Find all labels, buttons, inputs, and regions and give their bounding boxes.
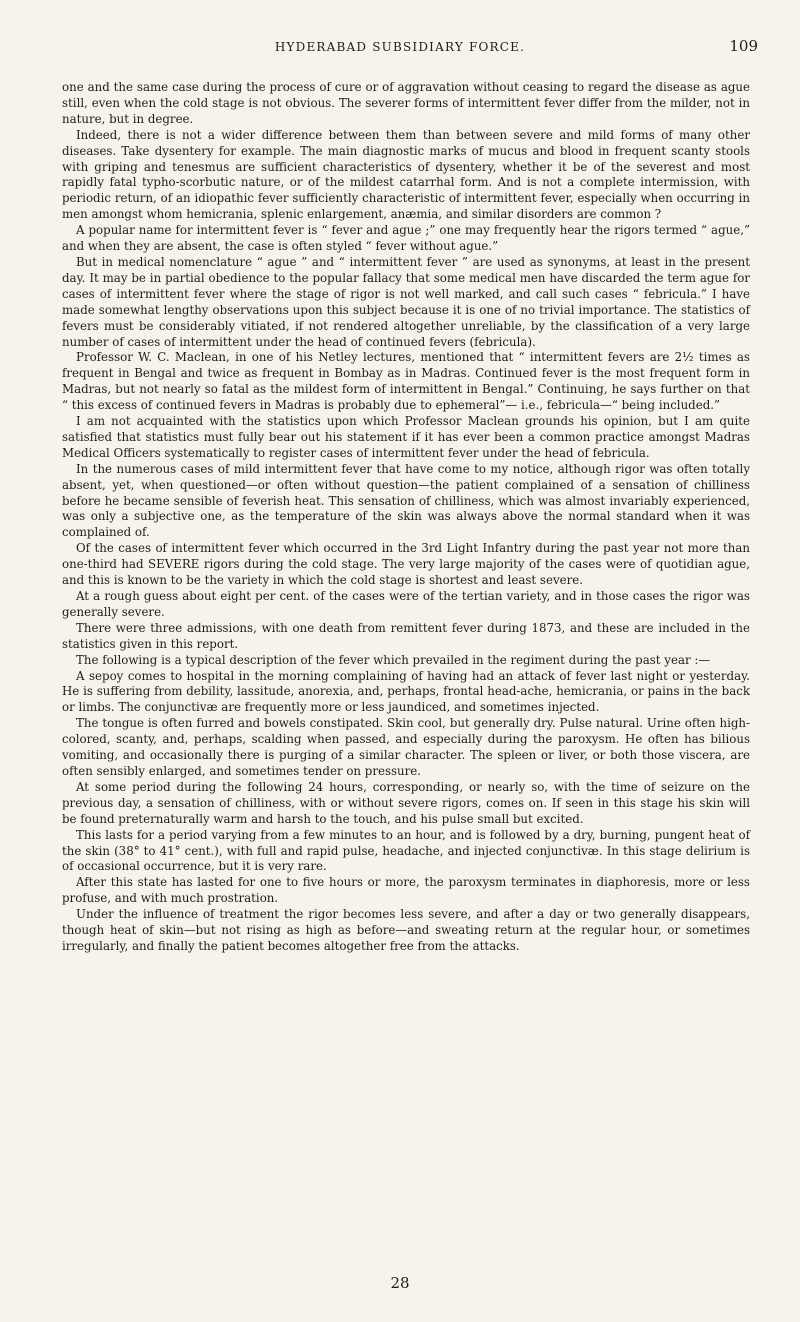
paragraph: Professor W. C. Maclean, in one of his Netley lectures, mentioned that “ intermittent fevers are 2½ times as frequent in Bengal and twice as frequent in Bombay as in Madras. Continued fever is the most frequent form in Madras, but not nearly so fatal as the mildest form of intermittent in Bengal.” Continuing, he says further on that “ this excess of continued fevers in Madras is probably due to ephemeral”— i.e., febricula—“ being included.” bbox=[62, 350, 750, 413]
paragraph: Of the cases of intermittent fever which occurred in the 3rd Light Infantry during the past year not more than one-third had SEVERE rigors during the cold stage. The very large majority of the cases were of quotidian ague, and this is known to be the variety in which the cold stage is shortest and least severe. bbox=[62, 541, 750, 588]
paragraph: The following is a typical description of the fever which prevailed in the regiment during the past year :— bbox=[76, 652, 711, 667]
paragraph: Under the influence of treatment the rigor becomes less severe, and after a day or two generally disappears, though heat of skin—but not rising as high as before—and sweating return at the regular hour, or sometimes irregularly, and finally the patient becomes altogether free from the attacks. bbox=[62, 907, 750, 953]
paragraph: Indeed, there is not a wider difference between them than between severe and mild forms of many other diseases. Take dysentery for example. The main diagnostic marks of mucus and blood in frequent scanty stools with griping and tenesmus are sufficient characteristics of dysentery, whether it be of the severest and most rapidly fatal typho-scorbutic nature, or of the mildest catarrhal form. And is not a complete intermission, with periodic return, of an idiopathic fever sufficiently characteristic of intermittent fever, especially when occurring in men amongst whom hemicrania, splenic enlargement, anæmia, and similar disorders are common ? bbox=[62, 127, 750, 222]
paragraph: At a rough guess about eight per cent. of the cases were of the tertian variety, and in those cases the rigor was generally severe. bbox=[62, 589, 750, 619]
paragraph: After this state has lasted for one to five hours or more, the paroxysm terminates in diaphoresis, more or less profuse, and with much prostration. bbox=[62, 875, 750, 906]
paragraph: A popular name for intermittent fever is “ fever and ague ;” one may frequently hear the rigors termed “ ague,” and when they are absent, the case is often styled “ fever without ague.” bbox=[62, 223, 750, 254]
page-number: 109 bbox=[729, 37, 758, 55]
signature-mark: 28 bbox=[390, 1274, 410, 1292]
page-header bbox=[40, 37, 760, 60]
paragraph: At some period during the following 24 hours, corresponding, or nearly so, with the time of seizure on the previous day, a sensation of chilliness, with or without severe rigors, comes on. If seen in this stage his skin will be found preternaturally warm and harsh to the touch, and his pulse small but excited. bbox=[62, 779, 750, 826]
paragraph: one and the same case during the process of cure or of aggravation without ceasing to regard the disease as ague still, even when the cold stage is not obvious. The severer forms of intermittent fever differ from the milder, not in nature, but in degree. bbox=[62, 80, 750, 126]
paragraph: I am not acquainted with the statistics upon which Professor Maclean grounds his opinion, but I am quite satisfied that statistics must fully bear out his statement if it has ever been a common practice amongst Madras Medical Officers systematically to register cases of intermittent fever under the head of febricula. bbox=[62, 414, 750, 460]
paragraph: This lasts for a period varying from a few minutes to an hour, and is followed by a dry, burning, pungent heat of the skin (38° to 41° cent.), with full and rapid pulse, headache, and injected conjunctivæ. In this stage delirium is of occasional occurrence, but it is very rare. bbox=[62, 827, 750, 874]
paragraph: In the numerous cases of mild intermittent fever that have come to my notice, although rigor was often totally absent, yet, when questioned—or often without question—the patient complained of a sensation of chilliness before he became sensible of feverish heat. This sensation of chilliness, which was almost invariably experienced, was only a subjective one, as the temperature of the skin was always above the normal standard when it was complained of. bbox=[62, 461, 750, 540]
running-title: HYDERABAD SUBSIDIARY FORCE. bbox=[274, 40, 526, 54]
paragraph: There were three admissions, with one death from remittent fever during 1873, and these are included in the statistics given in this report. bbox=[62, 620, 750, 651]
paragraph: The tongue is often furred and bowels constipated. Skin cool, but generally dry. Pulse natural. Urine often high-colored, scanty, and, perhaps, scalding when passed, and especially during the paroxysm. He often has bilious vomiting, and occasionally there is purging of a similar character. The spleen or liver, or both those viscera, are often sensibly enlarged, and sometimes tender on pressure. bbox=[62, 716, 750, 778]
paragraph: But in medical nomenclature “ ague ” and “ intermittent fever ” are used as synonyms, at least in the present day. It may be in partial obedience to the popular fallacy that some medical men have discarded the term ague for cases of intermittent fever where the stage of rigor is not well marked, and call such cases “ febricula.” I have made somewhat lengthy observations upon this subject because it is one of no trivial importance. The statistics of fevers must be considerably vitiated, if not rendered altogether unreliable, by the classification of a very large number of cases of intermittent under the head of continued fevers (febricula). bbox=[62, 254, 750, 349]
paragraph: A sepoy comes to hospital in the morning complaining of having had an attack of fever last night or yesterday. He is suffering from debility, lassitude, anorexia, and, perhaps, frontal head-ache, hemicrania, or pains in the back or limbs. The conjunctivæ are frequently more or less jaundiced, and sometimes injected. bbox=[62, 668, 750, 715]
body-text bbox=[62, 80, 750, 955]
